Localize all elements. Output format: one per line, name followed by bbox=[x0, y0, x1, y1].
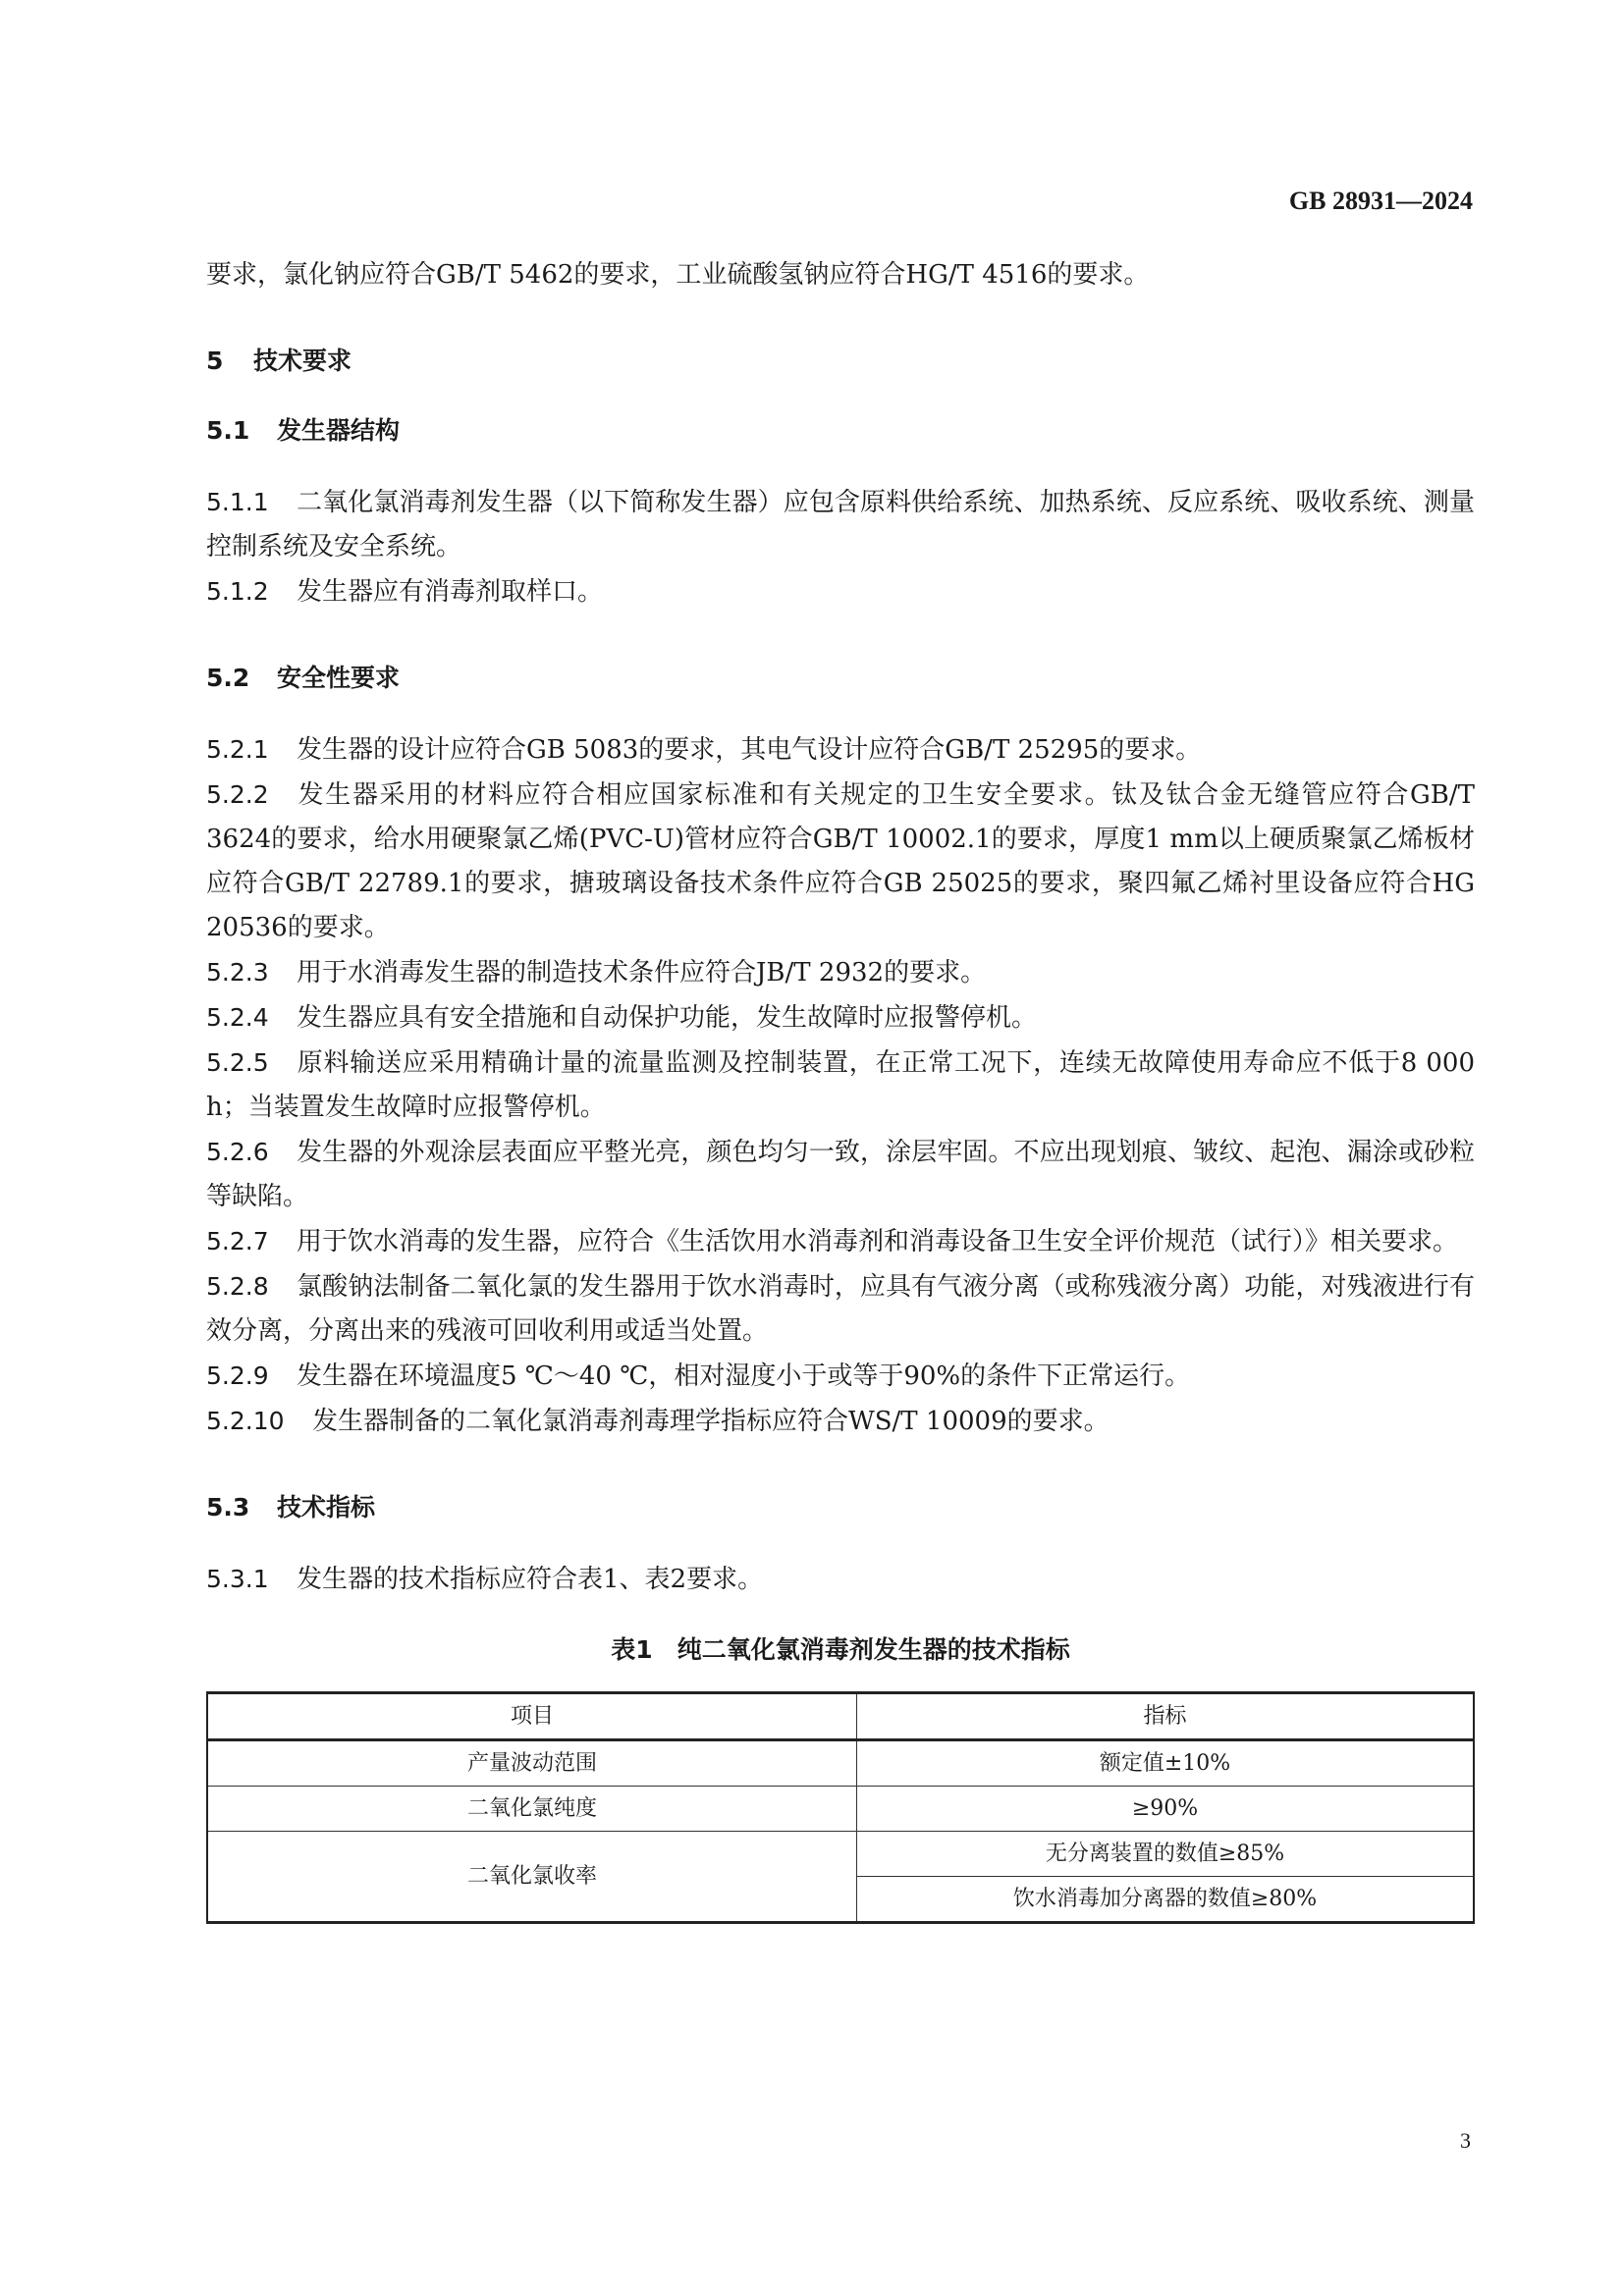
clause-number: 5.2.10 bbox=[206, 1407, 285, 1435]
clause-text: 用于饮水消毒的发生器，应符合《生活饮用水消毒剂和消毒设备卫生安全评价规范（试行）》相关要求。 bbox=[297, 1227, 1459, 1256]
clause-5-2-1 bbox=[206, 727, 1475, 773]
clause-text: 发生器的设计应符合GB 5083的要求，其电气设计应符合GB/T 25295的要求。 bbox=[297, 735, 1202, 765]
clause-number: 5.2.9 bbox=[206, 1362, 269, 1390]
clause-5-2-8 bbox=[206, 1264, 1475, 1354]
section-title: 技术要求 bbox=[253, 347, 352, 375]
section-5-3-heading bbox=[206, 1485, 1475, 1529]
section-title: 安全性要求 bbox=[277, 664, 401, 692]
clause-5-2-4 bbox=[206, 995, 1475, 1041]
clause-number: 5.3.1 bbox=[206, 1565, 269, 1593]
clause-text: 发生器的技术指标应符合表1、表2要求。 bbox=[297, 1565, 764, 1594]
clause-number: 5.1.2 bbox=[206, 577, 269, 606]
intro-paragraph: 要求，氯化钠应符合GB/T 5462的要求，工业硫酸氢钠应符合HG/T 4516的要求。 bbox=[206, 260, 1150, 290]
section-5-1-heading bbox=[206, 408, 1475, 453]
clause-text: 原料输送应采用精确计量的流量监测及控制装置，在正常工况下，连续无故障使用寿命应不低于8 000 h；当装置发生故障时应报警停机。 bbox=[206, 1048, 1475, 1122]
section-number: 5.1 bbox=[206, 416, 250, 445]
clause-5-3-1 bbox=[206, 1557, 1475, 1602]
standard-code: GB 28931—2024 bbox=[1288, 187, 1473, 215]
cell-item: 二氧化氯收率 bbox=[207, 1832, 857, 1923]
clause-text: 发生器的外观涂层表面应平整光亮，颜色均匀一致，涂层牢固。不应出现划痕、皱纹、起泡、漏涂或砂粒等缺陷。 bbox=[206, 1138, 1475, 1211]
section-5-heading bbox=[206, 339, 1475, 383]
table-caption: 表1 纯二氧化氯消毒剂发生器的技术指标 bbox=[611, 1635, 1070, 1664]
table-header-row bbox=[207, 1693, 1474, 1740]
clause-5-2-9 bbox=[206, 1354, 1475, 1399]
clause-number: 5.2.8 bbox=[206, 1272, 269, 1301]
clause-number: 5.2.5 bbox=[206, 1048, 269, 1077]
clause-text: 氯酸钠法制备二氧化氯的发生器用于饮水消毒时，应具有气液分离（或称残液分离）功能，对残液进行有效分离，分离出来的残液可回收利用或适当处置。 bbox=[206, 1272, 1475, 1346]
clause-text: 发生器在环境温度5 ℃～40 ℃，相对湿度小于或等于90%的条件下正常运行。 bbox=[297, 1362, 1191, 1391]
clause-number: 5.2.4 bbox=[206, 1003, 269, 1032]
clause-text: 发生器应具有安全措施和自动保护功能，发生故障时应报警停机。 bbox=[297, 1003, 1038, 1033]
clause-text: 发生器采用的材料应符合相应国家标准和有关规定的卫生安全要求。钛及钛合金无缝管应符合GB/T 3624的要求，给水用硬聚氯乙烯(PVC-U)管材应符合GB/T 10002.1的要求，厚度1 mm以上硬质聚氯乙烯板材应符合GB/T 22789.1的要求，搪玻璃设备技术条件应符合GB 25025的要求，聚四氟乙烯衬里设备应符合HG 20536的要求。 bbox=[206, 780, 1475, 942]
clause-number: 5.1.1 bbox=[206, 488, 269, 516]
section-title: 技术指标 bbox=[277, 1493, 376, 1522]
clause-5-1-1 bbox=[206, 480, 1475, 569]
clause-text: 发生器应有消毒剂取样口。 bbox=[297, 577, 604, 607]
clause-number: 5.2.2 bbox=[206, 780, 269, 809]
cell-item: 二氧化氯纯度 bbox=[207, 1787, 857, 1832]
clause-5-2-6 bbox=[206, 1130, 1475, 1219]
cell-value: ≥90% bbox=[857, 1787, 1475, 1832]
cell-value: 额定值±10% bbox=[857, 1740, 1475, 1787]
cell-item: 产量波动范围 bbox=[207, 1740, 857, 1787]
cell-value: 饮水消毒加分离器的数值≥80% bbox=[857, 1877, 1475, 1923]
header-indicator: 指标 bbox=[857, 1693, 1475, 1740]
table-row bbox=[207, 1832, 1474, 1877]
cell-value: 无分离装置的数值≥85% bbox=[857, 1832, 1475, 1877]
clause-text: 用于水消毒发生器的制造技术条件应符合JB/T 2932的要求。 bbox=[297, 958, 987, 988]
table-row bbox=[207, 1787, 1474, 1832]
clause-text: 发生器制备的二氧化氯消毒剂毒理学指标应符合WS/T 10009的要求。 bbox=[312, 1407, 1110, 1436]
clause-5-2-7 bbox=[206, 1219, 1475, 1264]
clause-number: 5.2.6 bbox=[206, 1138, 269, 1166]
page-number: 3 bbox=[1460, 2128, 1471, 2153]
section-title: 发生器结构 bbox=[277, 416, 401, 445]
clause-text: 二氧化氯消毒剂发生器（以下简称发生器）应包含原料供给系统、加热系统、反应系统、吸收系统、测量控制系统及安全系统。 bbox=[206, 488, 1475, 561]
clause-5-2-5 bbox=[206, 1041, 1475, 1130]
clause-number: 5.2.7 bbox=[206, 1227, 269, 1255]
clause-5-2-3 bbox=[206, 950, 1475, 995]
section-number: 5.3 bbox=[206, 1493, 250, 1522]
section-5-2-heading bbox=[206, 656, 1475, 700]
table-row bbox=[207, 1740, 1474, 1787]
clause-number: 5.2.1 bbox=[206, 735, 269, 764]
clause-5-2-2 bbox=[206, 773, 1475, 950]
technical-indicators-table bbox=[206, 1691, 1475, 1924]
clause-5-1-2 bbox=[206, 569, 1475, 614]
section-number: 5 bbox=[206, 347, 224, 375]
header-item: 项目 bbox=[207, 1693, 857, 1740]
section-number: 5.2 bbox=[206, 664, 250, 692]
clause-number: 5.2.3 bbox=[206, 958, 269, 987]
page-content bbox=[206, 253, 1475, 1924]
clause-5-2-10 bbox=[206, 1399, 1475, 1444]
